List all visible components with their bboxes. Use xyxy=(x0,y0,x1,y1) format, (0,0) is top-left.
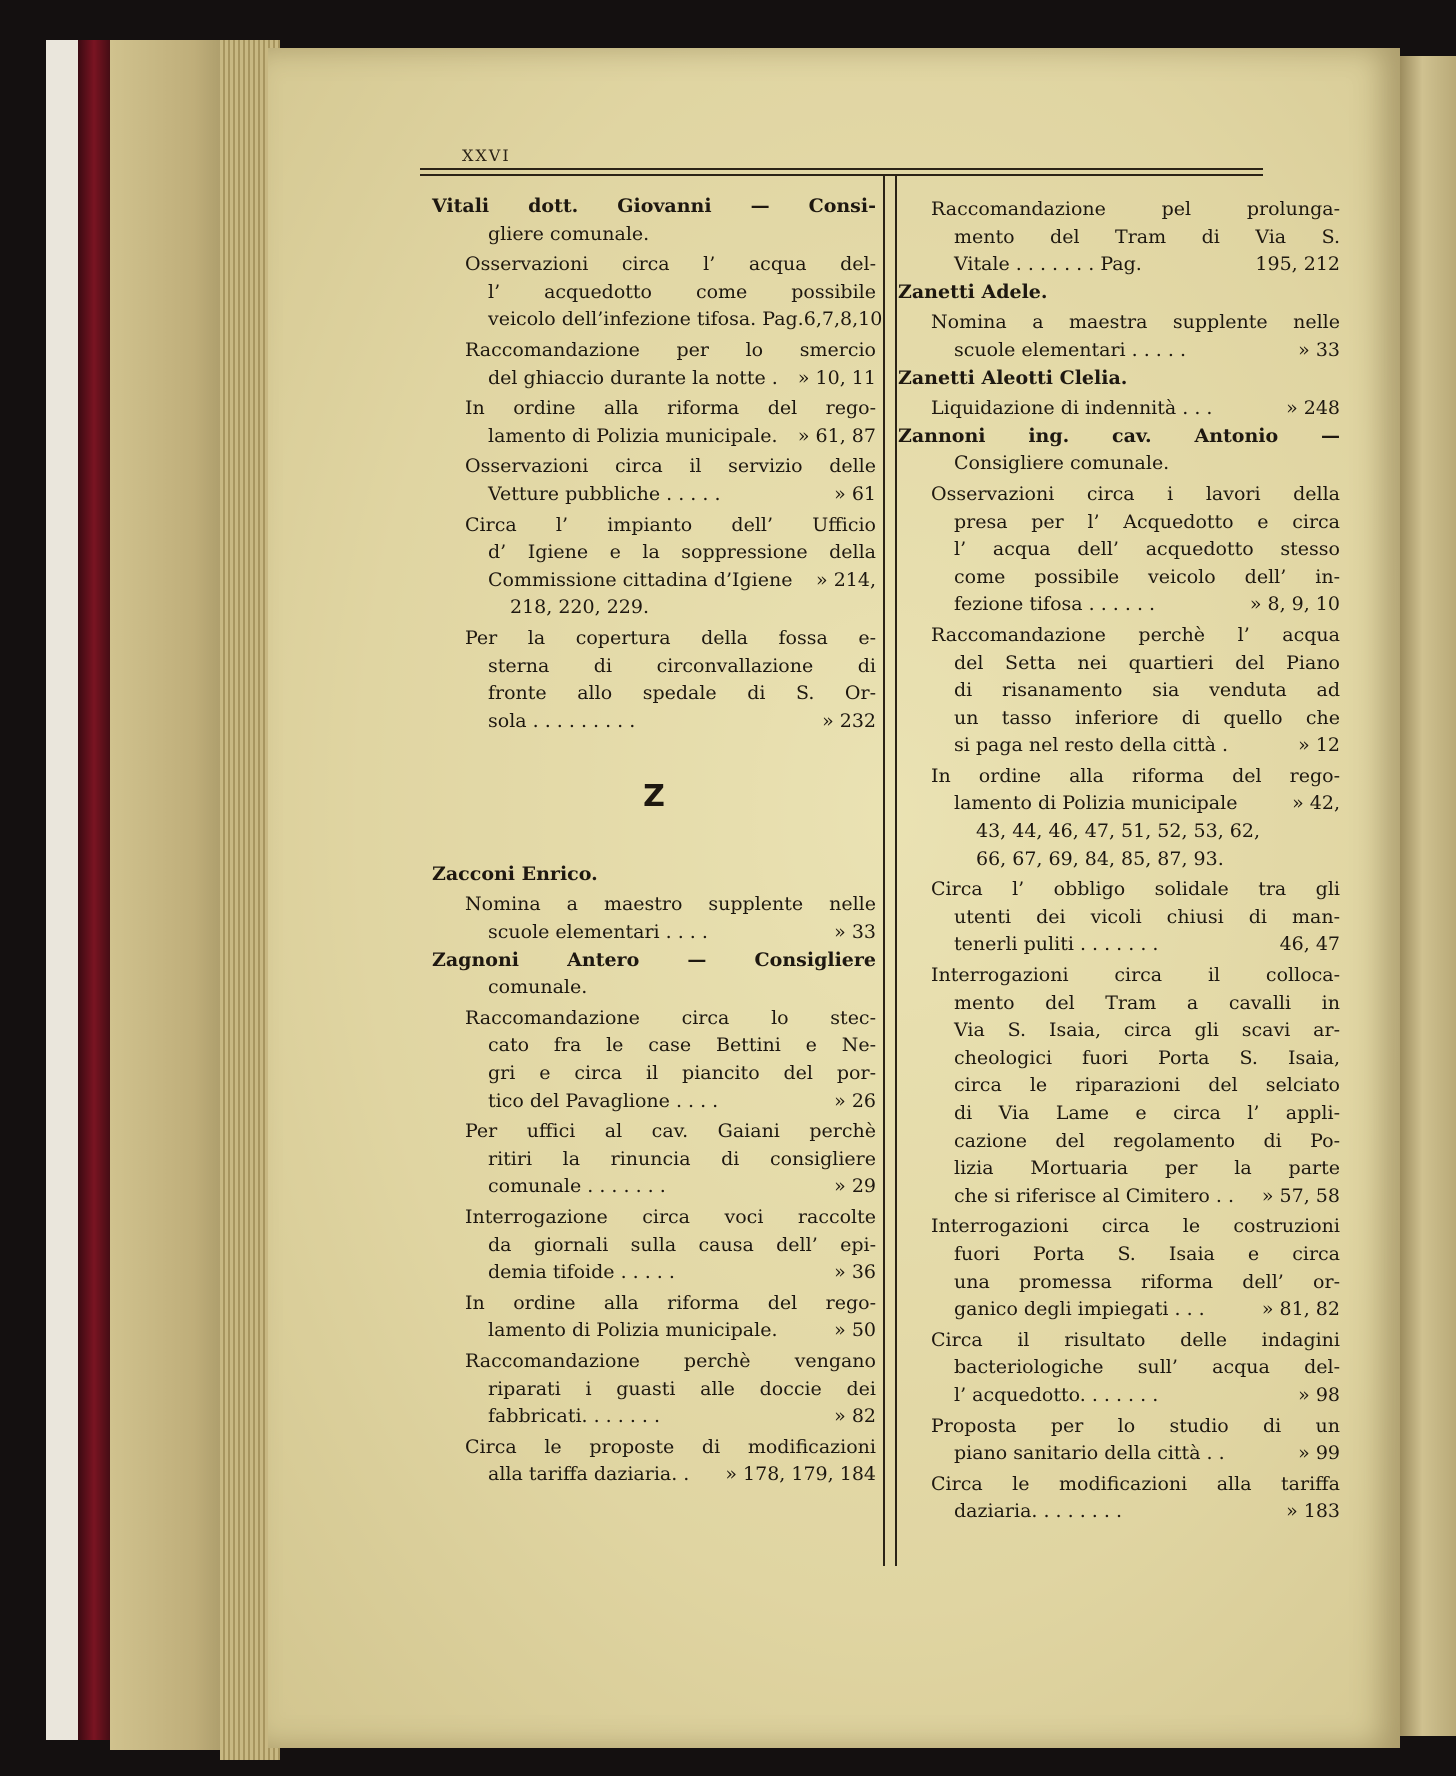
item-last-line xyxy=(465,481,876,509)
index-item xyxy=(931,962,1340,1210)
entry-name-cont: comunale. xyxy=(488,976,588,999)
index-entry xyxy=(898,196,1340,279)
item-line: Raccomandazione pel prolunga- xyxy=(931,198,1340,220)
page-ref: » 183 xyxy=(1286,1500,1340,1523)
item-last-line xyxy=(465,708,876,736)
item-text: Vitale . . . . . . . Pag. xyxy=(954,253,1142,276)
index-item xyxy=(931,196,1340,279)
page-ref: » 12 xyxy=(1298,734,1340,757)
page-ref: » 36 xyxy=(834,1261,876,1284)
item-line: lizia Mortuaria per la parte xyxy=(954,1157,1340,1180)
page-ref: » 81, 82 xyxy=(1261,1298,1340,1321)
item-line: Per uffici al cav. Gaiani perchè xyxy=(465,1120,876,1143)
page-ref: » 10, 11 xyxy=(797,366,876,389)
item-last-line xyxy=(931,732,1340,760)
index-item xyxy=(465,625,876,735)
item-last-line xyxy=(465,567,876,595)
item-line: di risanamento sia venduta ad xyxy=(954,679,1340,702)
index-item xyxy=(465,251,883,334)
item-text: lamento di Polizia municipale. xyxy=(488,1319,778,1342)
item-last-line xyxy=(931,1296,1340,1324)
item-line: circa le riparazioni del selciato xyxy=(954,1074,1340,1097)
right-entries xyxy=(898,196,1340,1526)
item-line: Nomina a maestra supplente nelle xyxy=(931,311,1340,334)
index-item xyxy=(465,337,876,392)
item-line: utenti dei vicoli chiusi di man- xyxy=(954,905,1340,928)
item-text: sola . . . . . . . . . xyxy=(488,709,636,732)
item-line: Circa l’ impianto dell’ Ufficio xyxy=(465,513,876,536)
page-ref: » 50 xyxy=(834,1319,876,1342)
index-item xyxy=(465,1204,876,1287)
item-line: In ordine alla riforma del rego- xyxy=(465,397,876,420)
index-entry xyxy=(898,423,1340,1526)
page-ref: » 214, xyxy=(816,568,876,591)
page-ref: » 33 xyxy=(1298,338,1340,361)
item-line: gri e circa il piancito del por- xyxy=(488,1062,876,1085)
item-last-line xyxy=(465,1173,876,1201)
entry-name: Zanetti Adele. xyxy=(898,280,1048,303)
item-line: cazione del regolamento di Po- xyxy=(954,1129,1340,1152)
column-divider xyxy=(883,176,885,1566)
item-line: In ordine alla riforma del rego- xyxy=(931,764,1340,787)
left-entries xyxy=(432,193,883,735)
item-line: come possibile veicolo dell’ in- xyxy=(954,565,1340,588)
item-text: veicolo dell’infezione tifosa. Pag. xyxy=(488,308,804,331)
item-line: mento del Tram di Via S. xyxy=(954,225,1340,248)
item-line: presa per l’ Acquedotto e circa xyxy=(954,510,1340,533)
item-line: Raccomandazione perchè vengano xyxy=(465,1349,876,1372)
item-text: Liquidazione di indennità . . . xyxy=(931,397,1213,420)
item-line: Interrogazione circa voci raccolte xyxy=(465,1206,876,1228)
index-item xyxy=(465,512,876,622)
item-line: l’ acquedotto come possibile xyxy=(488,280,876,303)
item-text: tenerli puliti . . . . . . . xyxy=(954,933,1159,956)
entry-name: Vitali dott. Giovanni — Consi- xyxy=(432,195,876,217)
item-last-line xyxy=(465,1461,876,1489)
index-entry xyxy=(432,193,883,735)
facing-page-edge xyxy=(1400,56,1456,1736)
item-line: fuori Porta S. Isaia e circa xyxy=(954,1242,1340,1265)
item-text: alla tariffa daziaria. . xyxy=(488,1463,690,1486)
item-line: Osservazioni circa l’ acqua del- xyxy=(465,253,876,276)
item-line: l’ acqua dell’ acquedotto stesso xyxy=(954,538,1340,561)
item-line: Raccomandazione perchè l’ acqua xyxy=(931,623,1340,646)
item-text: tico del Pavaglione . . . . xyxy=(488,1089,719,1112)
item-last-line xyxy=(931,1183,1340,1211)
header-rule xyxy=(420,168,1263,170)
entry-name-cont: Consigliere comunale. xyxy=(954,452,1170,475)
item-last-line xyxy=(931,337,1340,365)
page-number: XXVI xyxy=(462,146,511,165)
index-item xyxy=(931,395,1340,423)
item-last-line xyxy=(931,1382,1340,1410)
index-entry xyxy=(898,365,1340,423)
item-line: sterna di circonvallazione di xyxy=(488,654,876,677)
index-item xyxy=(931,763,1340,873)
item-line: Osservazioni circa il servizio delle xyxy=(465,455,876,478)
item-line: bacteriologiche sull’ acqua del- xyxy=(954,1356,1340,1379)
item-line: cato fra le case Bettini e Ne- xyxy=(488,1034,876,1057)
page-ref: » 178, 179, 184 xyxy=(725,1463,876,1486)
page-ref-cont: 43, 44, 46, 47, 51, 52, 53, 62, xyxy=(976,820,1261,843)
item-line: Interrogazioni circa il colloca- xyxy=(931,964,1340,987)
item-line: Via S. Isaia, circa gli scavi ar- xyxy=(954,1019,1340,1042)
page-ref: 6,7,8,10 xyxy=(803,308,883,331)
item-last-line xyxy=(931,591,1340,619)
page-ref: » 98 xyxy=(1298,1383,1340,1406)
item-last-line xyxy=(465,365,876,393)
item-last-line xyxy=(465,1259,876,1287)
page-ref: » 61, 87 xyxy=(797,424,876,447)
entry-name: Zacconi Enrico. xyxy=(432,862,598,885)
index-item xyxy=(931,1213,1340,1323)
item-last-line xyxy=(465,306,883,334)
item-line: Osservazioni circa i lavori della xyxy=(931,482,1340,505)
item-text: piano sanitario della città . . xyxy=(954,1442,1225,1465)
page-ref: 46, 47 xyxy=(1279,933,1340,956)
item-line: Circa le modificazioni alla tariffa xyxy=(931,1472,1340,1495)
entry-name: Zanetti Aleotti Clelia. xyxy=(898,366,1128,389)
page-block xyxy=(110,40,230,1750)
item-text: ganico degli impiegati . . . xyxy=(954,1298,1205,1321)
item-line: Circa il risultato delle indagini xyxy=(931,1328,1340,1351)
item-line: Raccomandazione per lo smercio xyxy=(465,338,876,361)
item-last-line xyxy=(465,423,876,451)
index-item xyxy=(931,876,1340,959)
page-ref: » 8, 9, 10 xyxy=(1249,593,1340,616)
index-item xyxy=(931,309,1340,364)
left-entries-z xyxy=(432,861,876,1489)
page-ref: » 232 xyxy=(822,709,876,732)
page-ref: 195, 212 xyxy=(1255,253,1340,276)
page-ref: » 248 xyxy=(1286,397,1340,420)
index-item xyxy=(465,1290,876,1345)
left-column xyxy=(432,193,883,1489)
item-text: che si riferisce al Cimitero . . xyxy=(954,1184,1235,1207)
item-line: mento del Tram a cavalli in xyxy=(954,991,1340,1014)
index-entry xyxy=(898,279,1340,365)
item-last-line xyxy=(465,1403,876,1431)
right-column xyxy=(898,193,1340,1526)
page-ref: » 26 xyxy=(834,1089,876,1112)
item-last-line xyxy=(931,1498,1340,1526)
item-text: fabbricati. . . . . . . xyxy=(488,1405,661,1428)
page-ref: » 61 xyxy=(834,482,876,505)
item-line: In ordine alla riforma del rego- xyxy=(465,1291,876,1314)
item-line: una promessa riforma dell’ or- xyxy=(954,1270,1340,1293)
item-text: lamento di Polizia municipale. xyxy=(488,424,778,447)
page-ref: » 29 xyxy=(834,1175,876,1198)
index-item xyxy=(465,395,876,450)
item-line: Circa le proposte di modificazioni xyxy=(465,1435,876,1458)
item-text: scuole elementari . . . . xyxy=(488,921,708,944)
item-line: fronte allo spedale di S. Or- xyxy=(488,682,876,705)
item-text: Commissione cittadina d’Igiene xyxy=(488,568,793,591)
entry-name: Zannoni ing. cav. Antonio — xyxy=(898,424,1340,447)
page-ref-cont: 66, 67, 69, 84, 85, 87, 93. xyxy=(976,847,1224,870)
index-item xyxy=(931,481,1340,619)
entry-name-cont: gliere comunale. xyxy=(488,222,650,245)
item-last-line xyxy=(465,1088,876,1116)
index-item xyxy=(465,1434,876,1489)
item-line: Proposta per lo studio di un xyxy=(931,1414,1340,1437)
index-item xyxy=(931,1327,1340,1410)
header-rule xyxy=(420,174,1263,176)
item-text: lamento di Polizia municipale xyxy=(954,792,1238,815)
item-line: da giornali sulla causa dell’ epi- xyxy=(488,1233,876,1256)
item-text: demia tifoide . . . . . xyxy=(488,1261,675,1284)
item-last-line xyxy=(931,1440,1340,1468)
index-item xyxy=(931,1471,1340,1526)
item-line: un tasso inferiore di quello che xyxy=(954,706,1340,729)
item-text: comunale . . . . . . . xyxy=(488,1175,666,1198)
item-text: daziaria. . . . . . . . xyxy=(954,1500,1122,1523)
item-line: ritiri la rinuncia di consigliere xyxy=(488,1147,876,1170)
page-ref: » 33 xyxy=(834,921,876,944)
index-entry xyxy=(432,861,876,947)
entry-name: Zagnoni Antero — Consigliere xyxy=(432,948,876,971)
item-line: di Via Lame e circa l’ appli- xyxy=(954,1102,1340,1124)
index-item xyxy=(465,453,876,508)
index-item xyxy=(931,622,1340,760)
item-last-line xyxy=(931,790,1340,818)
item-line: Nomina a maestro supplente nelle xyxy=(465,893,876,916)
item-line: del Setta nei quartieri del Piano xyxy=(954,651,1340,674)
page-ref: » 99 xyxy=(1298,1442,1340,1465)
page-ref: » 42, xyxy=(1292,792,1340,815)
item-last-line xyxy=(931,251,1340,279)
index-item xyxy=(931,1413,1340,1468)
item-text: fezione tifosa . . . . . . xyxy=(954,593,1156,616)
item-last-line xyxy=(465,919,876,947)
item-line: Raccomandazione circa lo stec- xyxy=(465,1006,876,1029)
index-item xyxy=(465,1005,876,1115)
item-text: si paga nel resto della città . xyxy=(954,734,1228,757)
page-ref-cont: 218, 220, 229. xyxy=(510,596,649,619)
item-text: Vetture pubbliche . . . . . xyxy=(488,482,721,505)
page-ref: » 57, 58 xyxy=(1261,1184,1340,1207)
item-text: scuole elementari . . . . . xyxy=(954,338,1187,361)
item-line: cheologici fuori Porta S. Isaia, xyxy=(954,1046,1340,1069)
item-line: Interrogazioni circa le costruzioni xyxy=(931,1215,1340,1238)
item-line: d’ Igiene e la soppressione della xyxy=(488,541,876,564)
item-text: del ghiaccio durante la notte . xyxy=(488,366,778,389)
item-last-line xyxy=(465,1317,876,1345)
item-line: Circa l’ obbligo solidale tra gli xyxy=(931,878,1340,901)
index-item xyxy=(465,891,876,946)
item-line: riparati i guasti alle doccie dei xyxy=(488,1377,876,1400)
item-text: l’ acquedotto. . . . . . . xyxy=(954,1383,1159,1406)
item-last-line xyxy=(931,931,1340,959)
index-item xyxy=(465,1348,876,1431)
index-item xyxy=(465,1118,876,1201)
section-letter: Z xyxy=(643,779,665,815)
index-entry xyxy=(432,947,876,1489)
page-ref: » 82 xyxy=(834,1405,876,1428)
column-divider xyxy=(895,176,897,1566)
item-line: Per la copertura della fossa e- xyxy=(465,626,876,649)
item-last-line xyxy=(931,395,1340,423)
